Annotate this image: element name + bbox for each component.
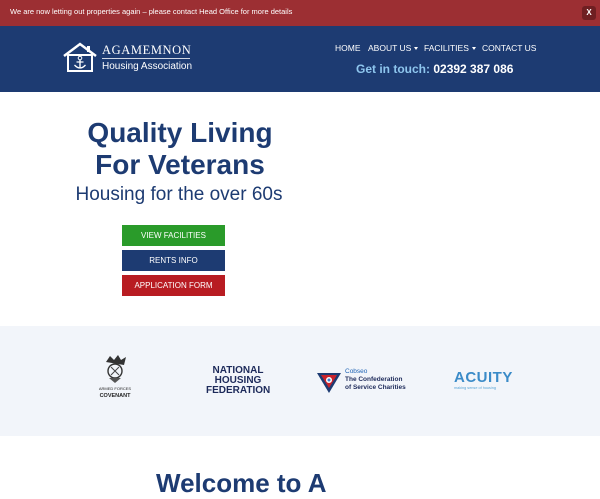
contact-phone-block[interactable]	[356, 62, 513, 76]
acuity-name: ACUITY	[454, 369, 513, 386]
hero-title-line2: For Veterans	[95, 149, 265, 180]
nav-label: CONTACT US	[482, 43, 537, 53]
nhf-line3: FEDERATION	[206, 385, 271, 396]
hero-subtitle: Housing for the over 60s	[75, 184, 283, 205]
acuity-tagline: making sense of housing	[454, 386, 497, 390]
site-header	[0, 26, 600, 92]
national-housing-federation-logo[interactable]	[206, 366, 270, 396]
contact-phone-number[interactable]: 02392 387 086	[433, 62, 514, 76]
nav-label: HOME	[335, 43, 361, 53]
welcome-heading: Welcome to A	[156, 468, 327, 498]
covenant-text-line2: COVENANT	[99, 393, 131, 399]
nav-facilities[interactable]	[424, 43, 476, 53]
acuity-logo[interactable]	[454, 370, 518, 390]
view-facilities-button[interactable]: VIEW FACILITIES	[122, 225, 225, 246]
notice-close-button[interactable]: X	[582, 6, 596, 20]
cobseo-emblem-icon	[316, 370, 342, 394]
covenant-text-line1: ARMED FORCES	[98, 386, 132, 391]
notice-bar	[0, 0, 600, 26]
cobseo-line3: of Service Charities	[345, 384, 406, 391]
covenant-emblem-icon	[100, 354, 130, 384]
site-logo[interactable]	[62, 41, 197, 75]
logo-name: AGAMEMNON	[102, 43, 192, 57]
nav-label: ABOUT US	[368, 43, 412, 53]
nav-home[interactable]	[335, 43, 361, 53]
cobseo-line2: The Confederation	[345, 376, 403, 383]
rents-info-button[interactable]: RENTS INFO	[122, 250, 225, 271]
hero-title	[70, 117, 290, 181]
cobseo-name: Cobseo	[345, 368, 368, 375]
nhf-line1: NATIONAL	[212, 365, 264, 376]
contact-label: Get in touch:	[356, 62, 430, 76]
partners-strip	[0, 326, 600, 436]
logo-divider	[102, 58, 190, 59]
chevron-down-icon	[414, 47, 418, 50]
nav-contact-us[interactable]	[482, 43, 536, 53]
application-form-button[interactable]: APPLICATION FORM	[122, 275, 225, 296]
nav-label: FACILITIES	[424, 43, 469, 53]
house-anchor-icon	[62, 41, 98, 73]
armed-forces-covenant-logo[interactable]	[95, 354, 135, 404]
hero-title-line1: Quality Living	[87, 117, 273, 148]
notice-text: We are now letting out properties again – please contact Head Office for more details	[10, 7, 293, 16]
chevron-down-icon	[472, 47, 476, 50]
nhf-line2: HOUSING	[214, 375, 262, 386]
cobseo-logo[interactable]	[316, 368, 426, 398]
nav-about-us[interactable]	[368, 43, 418, 53]
logo-subtitle: Housing Association	[102, 61, 193, 72]
